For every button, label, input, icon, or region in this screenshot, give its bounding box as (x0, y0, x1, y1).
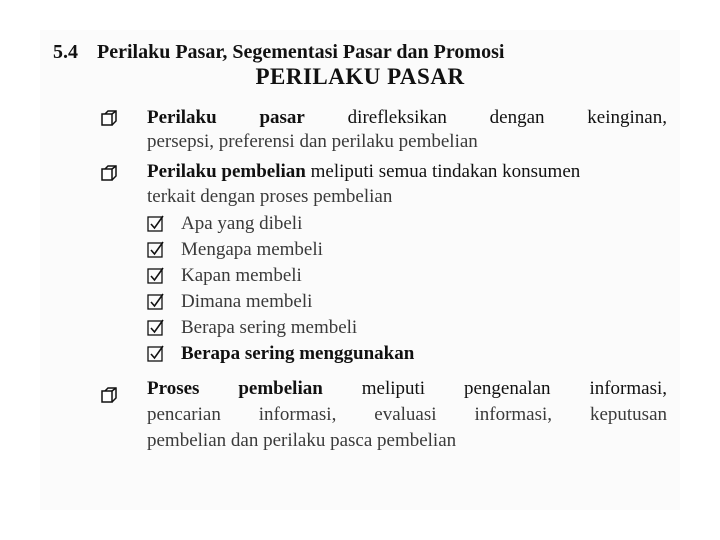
bullet-2-term: Perilaku pembelian (147, 161, 306, 182)
box-bullet-icon (101, 165, 117, 181)
checkbox-checked-icon (147, 345, 165, 363)
slide-title: PERILAKU PASAR (255, 64, 465, 89)
checklist-item: Mengapa membeli (181, 239, 323, 260)
bullet-1-continuation: persepsi, preferensi dan perilaku pembelian (147, 131, 478, 152)
checklist-item: Kapan membeli (181, 265, 302, 286)
bullet-3-text: meliputi pengenalan informasi, (322, 378, 668, 399)
box-bullet-icon (101, 387, 117, 403)
section-heading (53, 41, 504, 64)
bullet-1-line (147, 106, 667, 130)
section-title: Perilaku Pasar, Segementasi Pasar dan Promosi (97, 41, 505, 63)
bullet-1-term: Perilaku pasar (147, 107, 305, 128)
box-bullet-icon (101, 110, 117, 126)
checklist-item: Dimana membeli (181, 291, 313, 312)
checkbox-checked-icon (147, 319, 165, 337)
checklist-item: Berapa sering menggunakan (181, 343, 415, 364)
checkbox-checked-icon (147, 241, 165, 259)
bullet-3-continuation-2: pembelian dan perilaku pasca pembelian (147, 430, 457, 451)
bullet-2-text: meliputi semua tindakan konsumen (305, 161, 581, 182)
bullet-2-line (147, 160, 667, 184)
bullet-3-term: Proses pembelian (147, 378, 323, 399)
bullet-2-continuation: terkait dengan proses pembelian (147, 186, 393, 207)
section-number: 5.4 (53, 41, 78, 63)
checkbox-checked-icon (147, 267, 165, 285)
checkbox-checked-icon (147, 215, 165, 233)
bullet-3-line (147, 377, 667, 401)
bullet-1-text: direfleksikan dengan keinginan, (304, 107, 667, 128)
checklist-item: Apa yang dibeli (181, 213, 303, 234)
checkbox-checked-icon (147, 293, 165, 311)
bullet-3-continuation-1: pencarian informasi, evaluasi informasi, keputusan (147, 404, 667, 425)
checklist-item: Berapa sering membeli (181, 317, 358, 338)
